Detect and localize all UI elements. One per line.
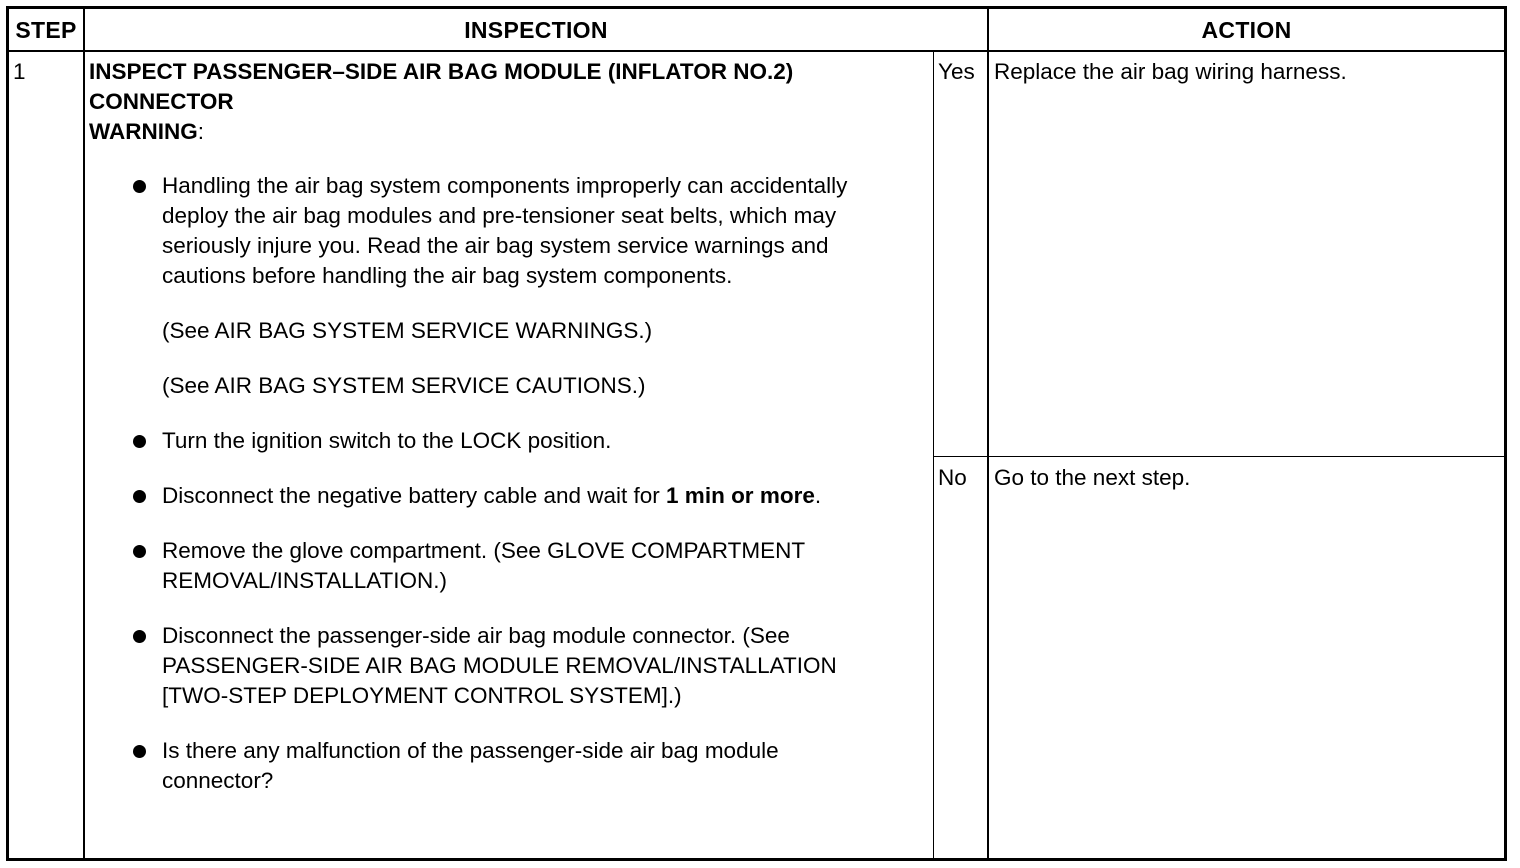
column-divider-inspection [987, 9, 989, 858]
procedure-step-text-part: Disconnect the negative battery cable and wait for [162, 483, 667, 508]
inspection-title-line1: INSPECT PASSENGER–SIDE AIR BAG MODULE (INFLATOR NO.2) [89, 59, 794, 84]
procedure-step-2 [89, 481, 929, 511]
procedure-step-text [162, 481, 929, 511]
procedure-step-text: Is there any malfunction of the passenger-side air bag module connector? [162, 738, 779, 793]
warning-colon: : [197, 119, 205, 144]
see-cautions-ref: (See AIR BAG SYSTEM SERVICE CAUTIONS.) [162, 373, 646, 398]
bullet-icon [133, 490, 146, 503]
yes-no-divider [933, 456, 1504, 457]
procedure-step-text: Disconnect the passenger-side air bag module connector. (See PASSENGER-SIDE AIR BAG MODULE REMOVAL/INSTALLATION [TWO-STEP DEPLOYMENT CONTROL SYSTEM].) [162, 623, 837, 708]
warning-heading [89, 117, 929, 147]
header-inspection: INSPECTION [464, 16, 608, 43]
procedure-step-emphasis: 1 min or more [666, 483, 815, 508]
column-divider-yesno [933, 51, 934, 858]
column-divider-step [83, 9, 85, 858]
bullet-icon [133, 630, 146, 643]
warning-text: Handling the air bag system components improperly can accidentally deploy the air bag modules and pre-tensioner seat belts, which may seriously injure you. Read the air bag system service warnings and cautions before handling the air bag system components. [162, 173, 848, 288]
yes-action: Replace the air bag wiring harness. [994, 59, 1347, 84]
procedure-step-5 [89, 736, 929, 796]
procedure-step-text-end: . [814, 483, 822, 508]
see-warnings-ref: (See AIR BAG SYSTEM SERVICE WARNINGS.) [162, 318, 653, 343]
step-number: 1 [13, 59, 26, 84]
procedure-step-4 [89, 621, 929, 711]
procedure-step-3 [89, 536, 929, 596]
inspection-title-line2: CONNECTOR [89, 89, 234, 114]
no-action: Go to the next step. [994, 465, 1191, 490]
no-label: No [938, 465, 967, 490]
bullet-icon [133, 545, 146, 558]
inspection-content [89, 57, 929, 796]
inspection-table [6, 6, 1507, 861]
header-action: ACTION [1201, 16, 1292, 43]
procedure-step-1 [89, 426, 929, 456]
yes-label: Yes [938, 59, 975, 84]
warning-bullet [89, 171, 929, 291]
header-step: STEP [15, 16, 77, 43]
procedure-step-text: Turn the ignition switch to the LOCK position. [162, 428, 612, 453]
bullet-icon [133, 745, 146, 758]
warning-label: WARNING [89, 119, 198, 144]
procedure-step-text: Remove the glove compartment. (See GLOVE COMPARTMENT REMOVAL/INSTALLATION.) [162, 538, 805, 593]
bullet-icon [133, 180, 146, 193]
bullet-icon [133, 435, 146, 448]
